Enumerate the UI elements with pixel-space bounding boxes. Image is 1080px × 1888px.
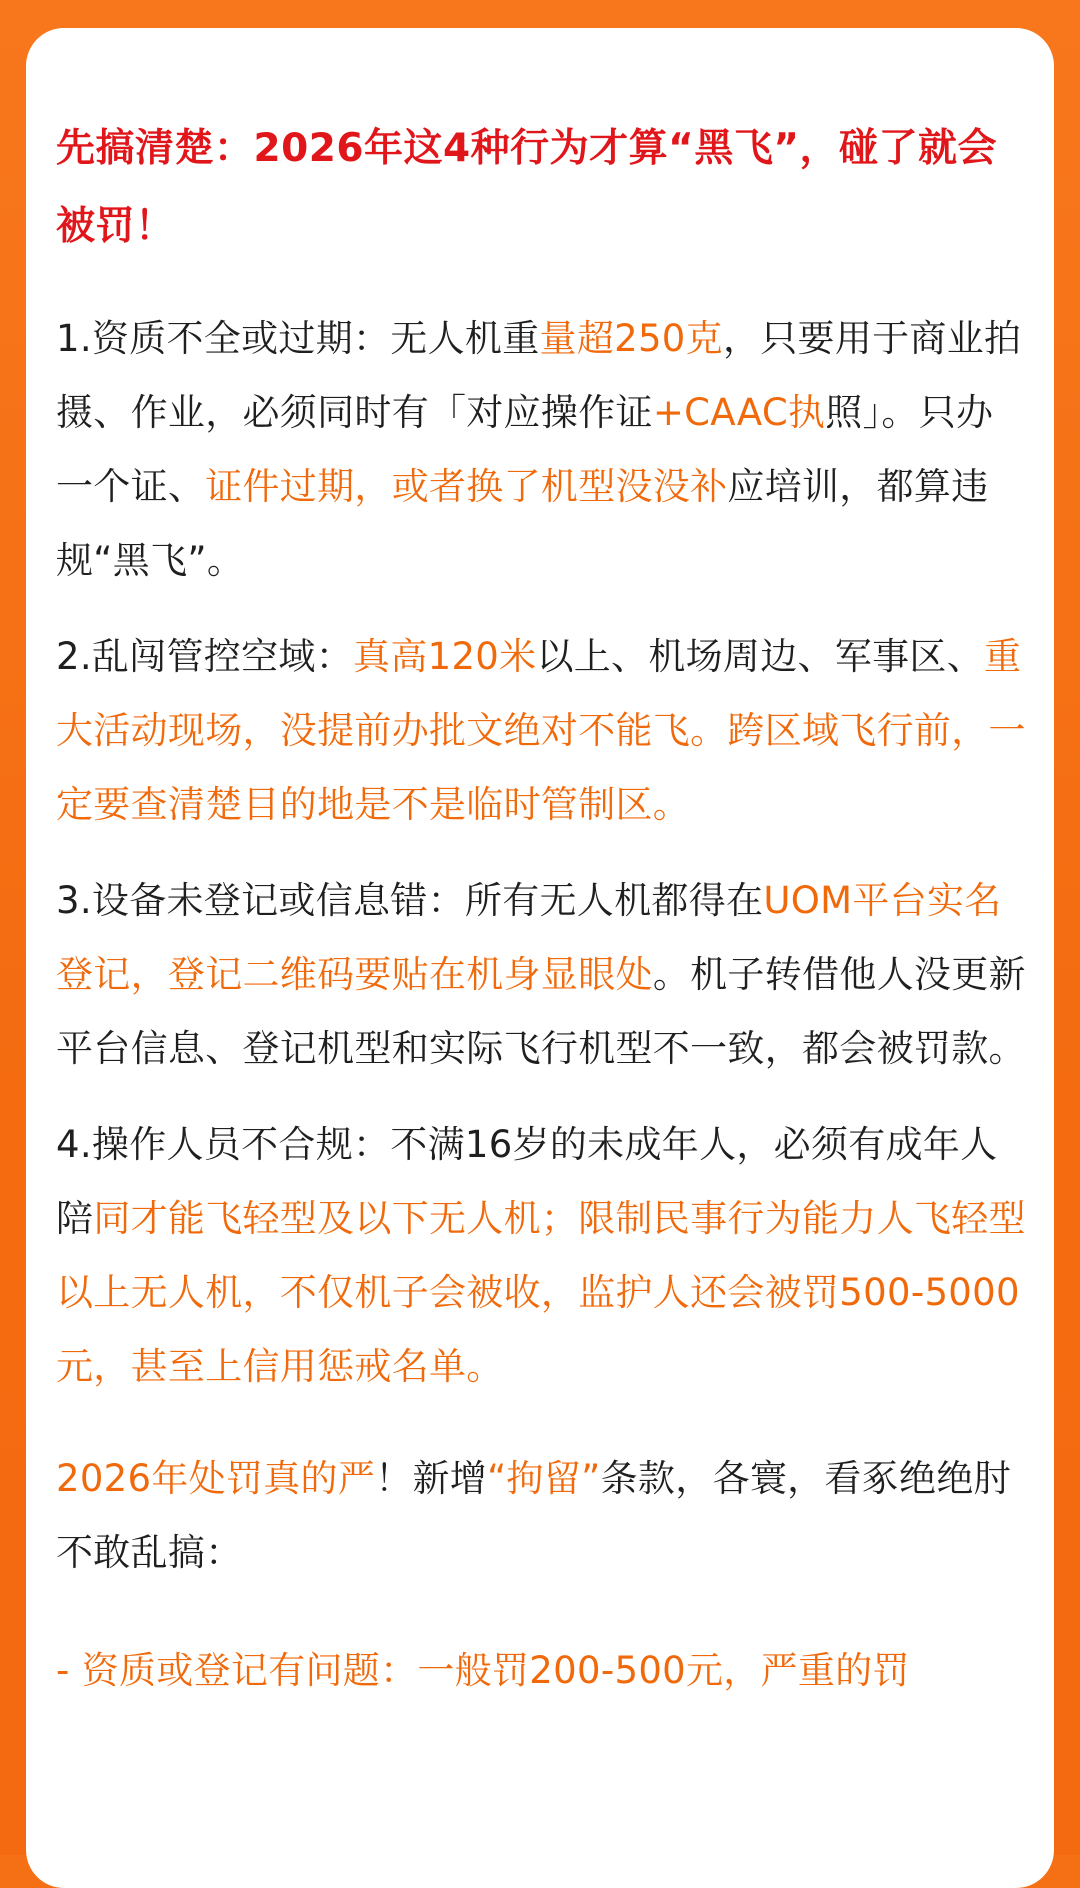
rule-2-paragraph (56, 620, 1026, 842)
rule-1-paragraph (56, 302, 1026, 598)
rule-4-paragraph (56, 1108, 1026, 1404)
text-segment: 2.乱闯管控空域： (56, 635, 354, 678)
highlighted-segment: 重大活动现场，没提前办批文绝对不能飞。跨区域飞行前，一定要查清楚目的地是不是临时管制区。 (56, 635, 1026, 826)
highlighted-segment: 证件过期，或者换了机型没没补 (205, 465, 728, 508)
text-segment: 。机子转借他人没更新平台信息、登记机型和实际飞行机型不一致，都会被罚款。 (56, 953, 1026, 1070)
highlighted-segment: “拘留” (487, 1457, 601, 1500)
highlighted-segment: 同才能飞轻型及以下无人机；限制民事行为能力人飞轻型以上无人机，不仅机子会被收，监护人还会被罚500-5000元，甚至上信用惩戒名单。 (56, 1197, 1026, 1388)
text-segment: 3.设备未登记或信息错：所有无人机都得在 (56, 879, 764, 922)
penalty-item-paragraph (56, 1634, 1026, 1708)
penalty-intro-paragraph (56, 1442, 1026, 1590)
highlighted-segment: 2026年处罚真的严 (56, 1457, 376, 1500)
text-segment: 以上、机场周边、军事区、 (536, 635, 985, 678)
text-segment: ，只要用于商业拍摄、作业，必须同时有「对应操作证 (56, 317, 1022, 434)
highlighted-segment: +CAAC执 (652, 391, 826, 434)
highlighted-segment: 量超250克 (539, 317, 723, 360)
highlighted-segment: 真高120米 (353, 635, 537, 678)
highlighted-segment: - 资质或登记有问题：一般罚200-500元，严重的罚 (56, 1649, 910, 1692)
text-segment: 1.资质不全或过期：无人机重 (56, 317, 540, 360)
text-segment: 4.操作人员不合规：不满16岁的未成年人，必须有成年人陪 (56, 1123, 998, 1240)
content-card (26, 28, 1054, 1888)
text-segment: 应培训，都算违规“黑飞”。 (56, 465, 989, 582)
text-segment: 条款，各寰，看豖绝绝肘不敢乱搞： (56, 1457, 1011, 1574)
highlighted-segment: UOM平台实名登记，登记二维码要贴在机身显眼处 (56, 879, 1002, 996)
rule-3-paragraph (56, 864, 1026, 1086)
text-segment: ！新增 (375, 1457, 488, 1500)
article-title: 先搞清楚：2026年这4种行为才算“黑飞”，碰了就会被罚！ (56, 126, 997, 249)
text-segment: 照」。只办一个证、 (56, 391, 994, 508)
